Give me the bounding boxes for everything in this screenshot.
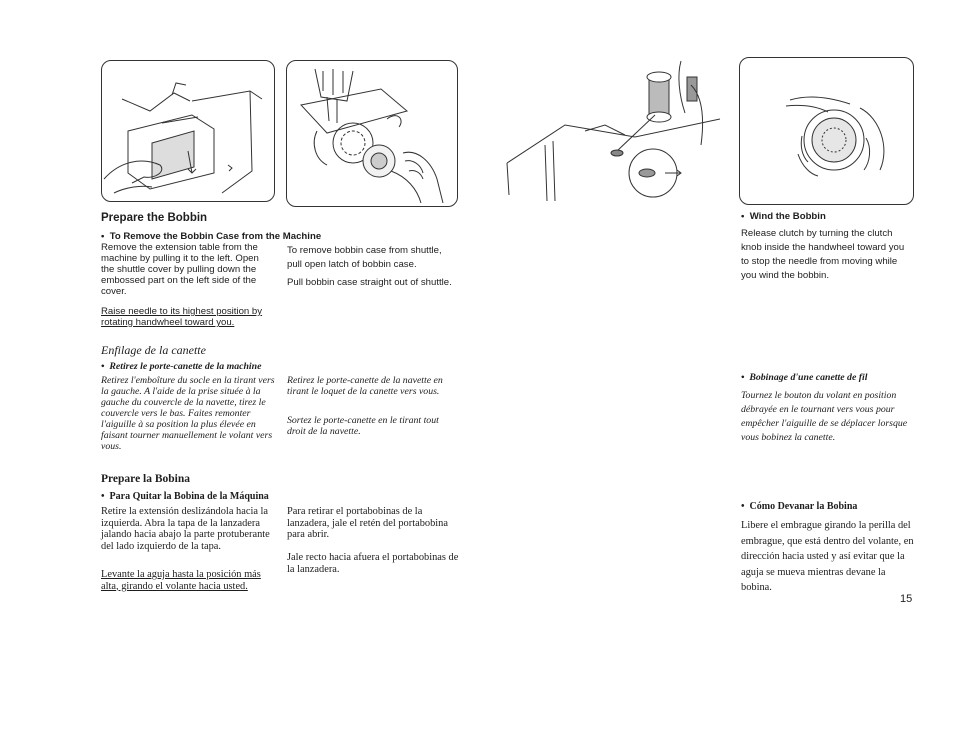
- wind-body-fr: Tournez le bouton du volant en position débrayée en le tournant vers vous pour empêcher l'aiguille de se déplacer lorsque vous bobinez la canette.: [741, 390, 908, 443]
- subheading-fr: • Retirez le porte-canette de la machine: [101, 361, 431, 372]
- bobbin-winding-illustration: [505, 55, 720, 205]
- es-left-column: Retire la extensión deslizándola hacia la izquierda. Abra la tapa de la lanzadera jalando hacia abajo la parte protuberante del lado izquierdo de la tapa.: [101, 506, 270, 552]
- heading-en: Prepare the Bobbin: [101, 212, 208, 224]
- es-left-column-raise-needle: Levante la aguja hasta la posición más alta, girando el volante hacia usted.: [101, 569, 261, 592]
- subheading-en: • To Remove the Bobbin Case from the Machine: [101, 231, 431, 242]
- figure-bobbin-case: [286, 60, 458, 207]
- wind-heading-en: • Wind the Bobbin: [741, 211, 826, 222]
- en-left-column-raise-needle: Raise needle to its highest position by rotating handwheel toward you.: [101, 306, 263, 328]
- page-number: 15: [900, 593, 913, 605]
- figure-extension-table: [101, 60, 275, 202]
- subheading-es: • Para Quitar la Bobina de la Máquina: [101, 491, 431, 502]
- en-left-column: Remove the extension table from the machine by pulling it to the left. Open the shuttle cover by pulling down the embossed part on the left side of the cover.: [101, 242, 259, 297]
- es-right-column-p1: Para retirar el portabobinas de la lanzadera, jale el retén del portabobina para abrir.: [287, 506, 448, 540]
- heading-fr: Enfilage de la canette: [101, 343, 206, 357]
- clutch-knob-illustration: [740, 58, 913, 204]
- wind-heading-es: • Cómo Devanar la Bobina: [741, 501, 857, 512]
- fr-right-column-p2: Sortez le porte-canette en le tirant tout droit de la navette.: [287, 415, 439, 437]
- en-right-column-p2: Pull bobbin case straight out of shuttle.: [287, 277, 452, 288]
- wind-heading-fr: • Bobinage d'une canette de fil: [741, 372, 867, 383]
- fr-left-column: Retirez l'emboîture du socle en la tirant vers la gauche. A l'aide de la prise située à la gauche du couvercle de la navette, tirez le couvercle vers le bas. Faites remonter l'aiguille à sa position la plus élevée en faisant tourner manuellement le volant vers vous.: [101, 375, 275, 452]
- es-right-column-p2: Jale recto hacia afuera el portabobinas de la lanzadera.: [287, 552, 459, 575]
- wind-body-es: Libere el embrague girando la perilla del embrague, que está dentro del volante, en dirección hacia usted y así evitar que la aguja se mueva mientras devane la bobina.: [741, 520, 914, 593]
- bobbin-case-illustration: [287, 61, 457, 206]
- wind-body-en: Release clutch by turning the clutch knob inside the handwheel toward you to stop the needle from moving while you wind the bobbin.: [741, 228, 905, 281]
- figure-clutch-knob: [739, 57, 914, 205]
- en-right-column-p1: To remove bobbin case from shuttle, pull open latch of bobbin case.: [287, 245, 442, 270]
- heading-es: Prepare la Bobina: [101, 473, 191, 485]
- extension-table-illustration: [102, 61, 274, 201]
- fr-right-column-p1: Retirez le porte-canette de la navette en tirant le loquet de la canette vers vous.: [287, 375, 443, 397]
